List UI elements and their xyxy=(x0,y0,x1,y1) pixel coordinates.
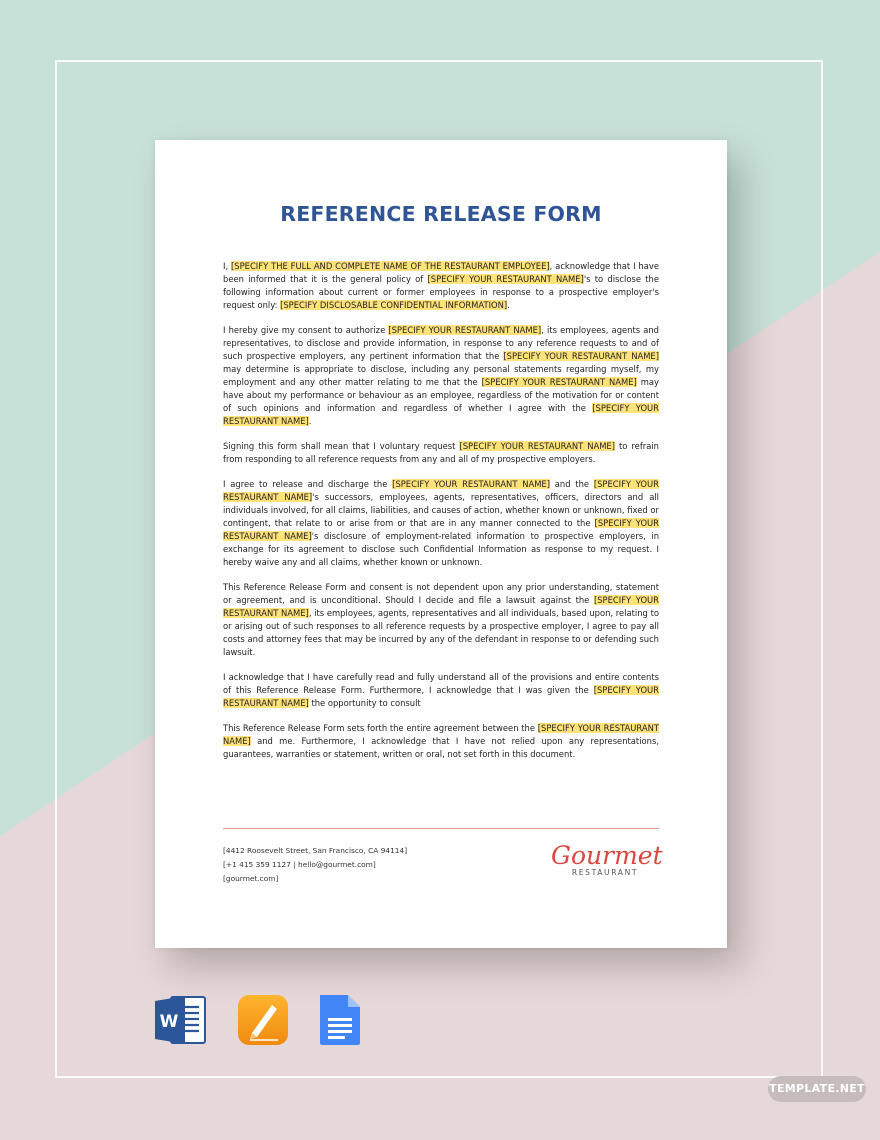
placeholder-highlight: [SPECIFY DISCLOSABLE CONFIDENTIAL INFORMATION] xyxy=(280,300,508,310)
footer-website: [gourmet.com] xyxy=(223,874,279,883)
placeholder-highlight: [SPECIFY YOUR RESTAURANT NAME] xyxy=(223,403,659,426)
text: may determine is appropriate to disclose, including any personal statements regarding myself, my employment and any other matter relating to me that the xyxy=(223,364,659,387)
text: , its employees, agents and representatives, to disclose and provide information, in response to any reference requests to and of such prospective employers, any pertinent information that the xyxy=(223,325,659,361)
paragraph-1 xyxy=(223,260,659,312)
document-body xyxy=(223,260,659,773)
text: and me. Furthermore, I acknowledge that I have not relied upon any representations, guarantees, warranties or statement, written or oral, not set forth in this document. xyxy=(223,736,659,759)
footer-contact xyxy=(223,844,407,886)
pages-icon[interactable] xyxy=(236,993,290,1047)
document-title: REFERENCE RELEASE FORM xyxy=(280,202,602,226)
logo-subtitle: RESTAURANT xyxy=(571,868,639,877)
placeholder-highlight: [SPECIFY YOUR RESTAURANT NAME] xyxy=(503,351,659,361)
placeholder-highlight: [SPECIFY YOUR RESTAURANT NAME] xyxy=(223,595,659,618)
placeholder-highlight: [SPECIFY YOUR RESTAURANT NAME] xyxy=(427,274,584,284)
text: . xyxy=(308,416,312,426)
text: . xyxy=(507,300,510,310)
text: 's disclosure of employment-related information to prospective employers, in exchange for its agreement to disclose such Confidential Information as response to my request. I hereby waive any and all claims, whether known or unknown. xyxy=(223,531,659,567)
text: Signing this form shall mean that I voluntary request xyxy=(223,441,460,451)
paragraph-2 xyxy=(223,324,659,428)
paragraph-7 xyxy=(223,722,659,761)
text: may have about my performance or behaviour as an employee, regardless of the motivation for or content of such opinions and information and regardless of whether I agree with the xyxy=(223,377,659,413)
paragraph-4 xyxy=(223,478,659,569)
text: the opportunity to consult xyxy=(308,698,421,708)
footer-divider xyxy=(223,828,659,829)
placeholder-highlight: [SPECIFY YOUR RESTAURANT NAME] xyxy=(388,325,542,335)
google-docs-icon[interactable] xyxy=(312,993,366,1047)
svg-text:W: W xyxy=(159,1012,179,1032)
text: I agree to release and discharge the xyxy=(223,479,393,489)
placeholder-highlight: [SPECIFY YOUR RESTAURANT NAME] xyxy=(392,479,550,489)
text: , acknowledge that I have been informed that it is the general policy of xyxy=(223,261,659,284)
text: and the xyxy=(550,479,594,489)
text: 's to disclose the following information about current or former employees in response to a prospective employer's request only: xyxy=(223,274,659,310)
placeholder-highlight: [SPECIFY YOUR RESTAURANT NAME] xyxy=(481,377,637,387)
template-watermark-badge[interactable]: TEMPLATE.NET xyxy=(768,1076,866,1102)
placeholder-highlight: [SPECIFY YOUR RESTAURANT NAME] xyxy=(223,518,659,541)
text: This Reference Release Form sets forth the entire agreement between the xyxy=(223,723,538,733)
text: to refrain from responding to all reference requests from any and all of my prospective employers. xyxy=(223,441,659,464)
logo-name: Gourmet xyxy=(551,841,663,870)
word-icon[interactable] xyxy=(153,993,207,1047)
text: I acknowledge that I have carefully read and fully understand all of the provisions and entire contents of this Reference Release Form. Furthermore, I acknowledge that I was given the xyxy=(223,672,659,695)
placeholder-highlight: [SPECIFY YOUR RESTAURANT NAME] xyxy=(223,479,659,502)
paragraph-3 xyxy=(223,440,659,466)
text: 's successors, employees, agents, representatives, officers, directors and all individuals involved, for all claims, liabilities, and causes of action, whether known or unknown, fixed or contingent, that relate to or arise from or that are in any manner connected to the xyxy=(223,492,659,528)
paragraph-6 xyxy=(223,671,659,710)
text: I hereby give my consent to authorize xyxy=(223,325,389,335)
text: This Reference Release Form and consent is not dependent upon any prior understanding, statement or agreement, and is unconditional. Should I decide and file a lawsuit against the xyxy=(223,582,659,605)
placeholder-highlight: [SPECIFY YOUR RESTAURANT NAME] xyxy=(223,723,659,746)
text: , its employees, agents, representatives and all individuals, based upon, relating to or arising out of such responses to all reference requests by a prospective employer, I agree to pay all costs and attorney fees that may be incurred by any of the defendant in response to or defending such lawsuit. xyxy=(223,608,659,657)
footer-phone-email: [+1 415 359 1127 | hello@gourmet.com] xyxy=(223,860,376,869)
paragraph-5 xyxy=(223,581,659,659)
restaurant-logo xyxy=(551,841,663,877)
text: I, xyxy=(223,261,232,271)
placeholder-highlight: [SPECIFY THE FULL AND COMPLETE NAME OF THE RESTAURANT EMPLOYEE] xyxy=(231,261,550,271)
placeholder-highlight: [SPECIFY YOUR RESTAURANT NAME] xyxy=(459,441,615,451)
placeholder-highlight: [SPECIFY YOUR RESTAURANT NAME] xyxy=(223,685,659,708)
footer-address: [4412 Roosevelt Street, San Francisco, CA 94114] xyxy=(223,846,408,855)
document-page xyxy=(155,140,727,948)
